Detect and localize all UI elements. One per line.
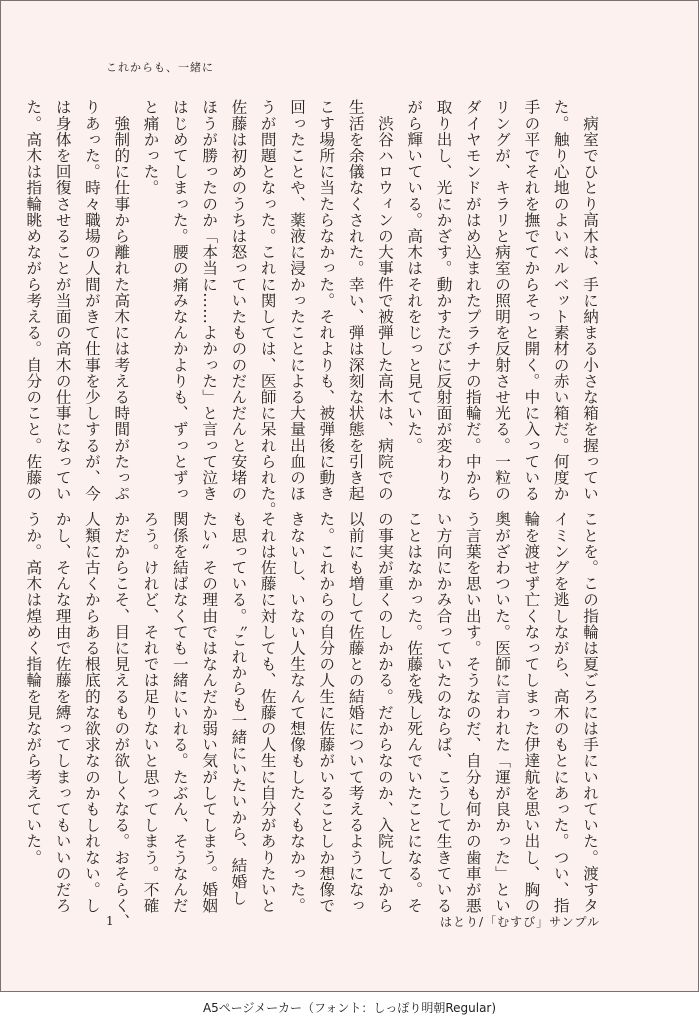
text-line: う言葉を思い出す。そうなのだ、自分も何かの歯車が悪 (463, 511, 482, 914)
text-line: 回ったことや、薬液に浸かったことによる大量出血のほ (288, 99, 307, 502)
text-line: うが問題となった。これに関しては、医師に呆れられた。 (258, 99, 277, 518)
text-line: 関係を結ばなくても一緒にいれる。たぶん、そうなんだ (170, 511, 189, 914)
text-line: も思っている。〝これからも一緒にいたいから、結婚し (229, 511, 248, 906)
text-line: 佐藤は初めのうちは怒っていたもののだんだんと安堵の (229, 99, 248, 502)
text-line: 手の平でそれを撫でてからそっと開く。中に入っている (522, 99, 541, 502)
text-line: がら輝いている。高木はそれをじっと見ていた。 (405, 99, 424, 454)
text-line: 奥がざわついた。医師に言われた「運が良かった」とい (493, 511, 512, 914)
text-line: かし、そんな理由で佐藤を縛ってしまってもいいのだろ (53, 511, 72, 914)
top-text-block (18, 99, 604, 518)
text-line: た。触り心地のよいベルベット素材の赤い箱だ。何度か (551, 99, 570, 502)
text-line: ほうが勝ったのか「本当に……よかった」と言って泣き (200, 99, 219, 502)
text-line: 生活を余儀なくされた。幸い、弾は深刻な状態を引き起 (346, 99, 365, 502)
generator-caption: A5ページメーカー（フォント：しっぽり明朝Regular) (202, 1001, 497, 1015)
text-line: い方向にかみ合っていたのならば、こうして生きている (434, 511, 453, 914)
running-title: これからも、一緒に (106, 61, 214, 74)
text-line: こす場所に当たらなかった。それよりも、被弾後に動き (317, 99, 336, 502)
text-line: 渋谷ハロウィンの大事件で被弾した高木は、病院での (375, 99, 394, 502)
text-line: かだからこそ、目に見えるものが欲しくなる。おそらく、 (112, 511, 131, 930)
text-line: イミングを逃しながら、高木のもとにあった。つい、指 (551, 511, 570, 914)
text-line: きないし、いない人生なんて想像もしたくもなかった。 (288, 511, 307, 914)
text-line: リングが、キラリと病室の照明を反射させ光る。一粒の (493, 99, 512, 502)
sample-title: はとり/「むすび」サンプル (440, 915, 600, 929)
text-line: たい〟その理由ではなんだか弱い気がしてしまう。婚姻 (200, 511, 219, 914)
text-line: 人類に古くからある根底的な欲求なのかもしれない。し (82, 511, 101, 914)
text-line: の事実が重くのしかかる。だからなのか、入院してから (375, 511, 394, 914)
text-line: りあった。時々職場の人間がきて仕事を少しするが、今 (82, 99, 101, 502)
text-line: ダイヤモンドがはめ込まれたプラチナの指輪だ。中から (463, 99, 482, 502)
text-line: はじめてしまった。腰の痛みなんかよりも、ずっとずっ (170, 99, 189, 502)
text-line: 強制的に仕事から離れた高木には考える時間がたっぷ (112, 99, 131, 502)
text-line: は身体を回復させることが当面の高木の仕事になってい (53, 99, 72, 502)
text-line: 輪を渡せず亡くなってしまった伊達航を思い出し、胸の (522, 511, 541, 914)
text-line: た。これからの自分の人生に佐藤がいることしか想像で (317, 511, 336, 914)
text-line: 病室でひとり高木は、手に納まる小さな箱を握ってい (581, 99, 599, 502)
text-line: と痛かった。 (141, 99, 160, 196)
text-line: 以前にも増して佐藤との結婚について考えるようになっ (346, 511, 365, 914)
text-line: うか。高木は煌めく指輪を見ながら考えていた。 (24, 511, 43, 866)
text-line: ことはなかった。佐藤を残し死んでいたことになる。そ (405, 511, 424, 914)
text-line: た。高木は指輪眺めながら考える。自分のこと。佐藤の (24, 99, 43, 502)
text-line: それは佐藤に対しても、佐藤の人生に自分がありたいと (258, 511, 277, 914)
text-line: ろう。けれど、それでは足りないと思ってしまう。不確 (141, 511, 160, 914)
page-number: 1 (106, 914, 114, 928)
text-line: 取り出し、光にかざす。動かすたびに反射面が変わりな (434, 99, 453, 502)
text-line: ことを。この指輪は夏ごろには手にいれていた。渡すタ (581, 511, 599, 914)
